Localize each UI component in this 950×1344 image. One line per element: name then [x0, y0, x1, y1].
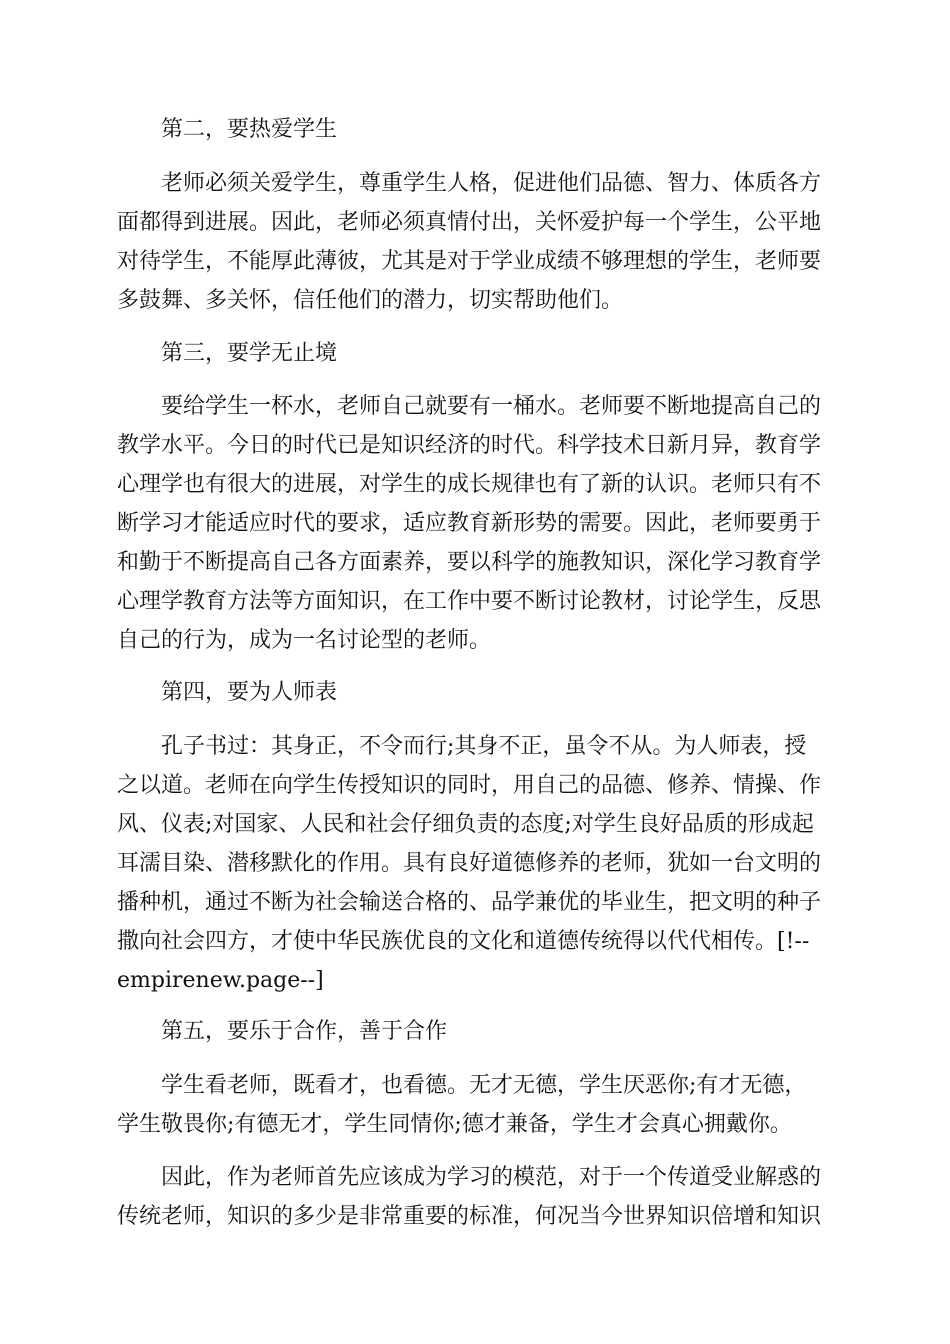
paragraph-line: 孔子书过：其身正，不令而行;其身不正，虽令不从。为人师表，授: [161, 734, 807, 759]
paragraph: [117, 1066, 837, 1144]
paragraph-line: 耳濡目染、潜移默化的作用。具有良好道德修养的老师，犹如一台文明的: [117, 851, 822, 876]
paragraph-line: 学生看老师，既看才，也看德。无才无德，学生厌恶你;有才无德，: [161, 1073, 807, 1098]
paragraph-line: 撒向社会四方，才使中华民族优良的文化和道德传统得以代代相传。[!--: [117, 929, 810, 954]
paragraph-line: 之以道。老师在向学生传授知识的同时，用自己的品德、修养、情操、作: [117, 773, 822, 798]
paragraph-line: 老师必须关爱学生，尊重学生人格，促进他们品德、智力、体质各方: [161, 171, 822, 196]
section-heading: 第五，要乐于合作，善于合作: [161, 1019, 448, 1044]
paragraph-line: 和勤于不断提高自己各方面素养，要以科学的施教知识，深化学习教育学: [117, 550, 822, 575]
paragraph: [117, 1158, 837, 1236]
paragraph-line: 自己的行为，成为一名讨论型的老师。: [117, 628, 492, 653]
paragraph-line: 因此，作为老师首先应该成为学习的模范，对于一个传道受业解惑的: [161, 1165, 822, 1190]
section-heading: 第三，要学无止境: [161, 341, 338, 366]
paragraph-line: 面都得到进展。因此，老师必须真情付出，关怀爱护每一个学生，公平地: [117, 210, 822, 235]
paragraph-line: 传统老师，知识的多少是非常重要的标准，何况当今世界知识倍增和知识: [117, 1204, 822, 1229]
paragraph-line: 断学习才能适应时代的要求，适应教育新形势的需要。因此，老师要勇于: [117, 511, 822, 536]
paragraph: [117, 387, 837, 660]
paragraph-line: 要给学生一杯水，老师自己就要有一桶水。老师要不断地提高自己的: [161, 394, 822, 419]
paragraph-line: 教学水平。今日的时代已是知识经济的时代。科学技术日新月异，教育学: [117, 433, 822, 458]
section-heading: 第四，要为人师表: [161, 680, 338, 705]
paragraph-line: 对待学生，不能厚此薄彼，尤其是对于学业成绩不够理想的学生，老师要: [117, 249, 822, 274]
paragraph-line: 风、仪表;对国家、人民和社会仔细负责的态度;对学生良好品质的形成起: [117, 812, 814, 837]
section-heading: 第二，要热爱学生: [161, 117, 338, 142]
paragraph-line: 多鼓舞、多关怀，信任他们的潜力，切实帮助他们。: [117, 288, 624, 313]
paragraph: [117, 164, 837, 320]
paragraph-line: empirenew.page--]: [117, 968, 324, 993]
paragraph-line: 心理学教育方法等方面知识，在工作中要不断讨论教材，讨论学生，反思: [117, 589, 822, 614]
paragraph: [117, 727, 837, 1000]
paragraph-line: 心理学也有很大的进展，对学生的成长规律也有了新的认识。老师只有不: [117, 472, 822, 497]
paragraph-line: 播种机，通过不断为社会输送合格的、品学兼优的毕业生，把文明的种子: [117, 890, 822, 915]
paragraph-line: 学生敬畏你;有德无才，学生同情你;德才兼备，学生才会真心拥戴你。: [117, 1112, 792, 1137]
